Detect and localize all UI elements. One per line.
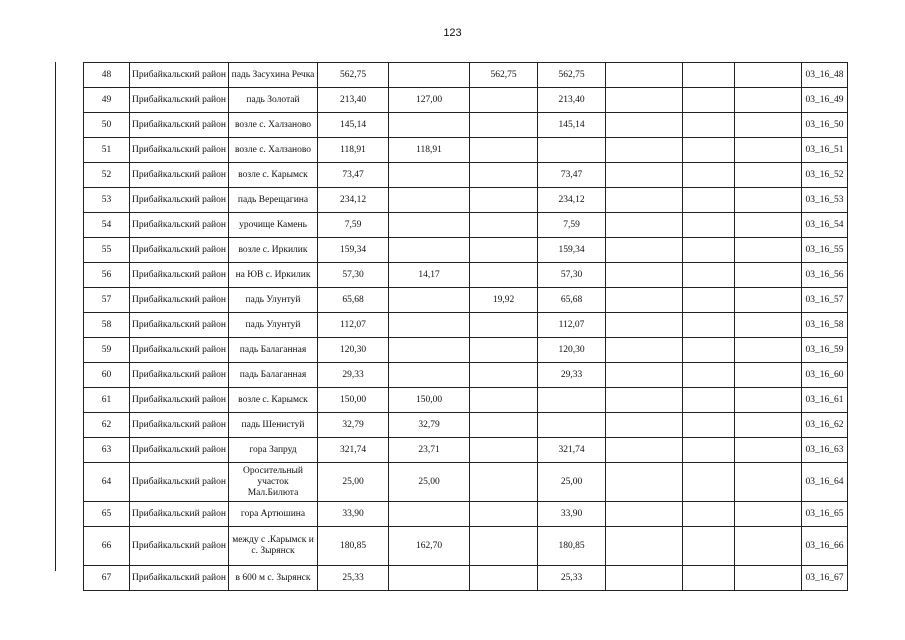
area-total: 234,12 [318, 188, 389, 213]
area-col-3 [470, 463, 538, 502]
location-name: возле с. Иркилик [229, 238, 318, 263]
table-row [84, 213, 848, 238]
region-name: Прибайкальский район [130, 338, 229, 363]
area-total: 180,85 [318, 527, 389, 566]
empty-col-2 [683, 502, 735, 527]
area-col-4: 65,68 [538, 288, 606, 313]
location-name: гора Запруд [229, 438, 318, 463]
empty-col-1 [606, 113, 683, 138]
empty-col-2 [683, 363, 735, 388]
area-col-3 [470, 213, 538, 238]
area-col-4: 145,14 [538, 113, 606, 138]
area-col-2: 127,00 [389, 88, 470, 113]
empty-col-1 [606, 163, 683, 188]
area-col-2: 118,91 [389, 138, 470, 163]
area-col-4: 562,75 [538, 63, 606, 88]
table-row [84, 413, 848, 438]
region-name: Прибайкальский район [130, 363, 229, 388]
region-name: Прибайкальский район [130, 138, 229, 163]
page-number: 123 [443, 27, 462, 39]
row-number: 58 [84, 313, 130, 338]
area-col-4: 180,85 [538, 527, 606, 566]
empty-col-3 [735, 338, 802, 363]
area-col-2 [389, 163, 470, 188]
area-col-3 [470, 438, 538, 463]
area-total: 32,79 [318, 413, 389, 438]
area-col-4 [538, 138, 606, 163]
area-col-3 [470, 502, 538, 527]
table-row [84, 138, 848, 163]
region-name: Прибайкальский район [130, 63, 229, 88]
area-total: 65,68 [318, 288, 389, 313]
region-name: Прибайкальский район [130, 238, 229, 263]
site-code: 03_16_50 [802, 113, 848, 138]
table-row [84, 63, 848, 88]
empty-col-3 [735, 288, 802, 313]
table-row [84, 502, 848, 527]
site-code: 03_16_52 [802, 163, 848, 188]
area-col-3: 562,75 [470, 63, 538, 88]
region-name: Прибайкальский район [130, 113, 229, 138]
empty-col-1 [606, 63, 683, 88]
location-name: падь Засухина Речка [229, 63, 318, 88]
location-name: урочище Камень [229, 213, 318, 238]
area-total: 29,33 [318, 363, 389, 388]
empty-col-3 [735, 527, 802, 566]
area-col-3 [470, 413, 538, 438]
table-row [84, 566, 848, 591]
left-margin-rule [55, 62, 56, 571]
region-name: Прибайкальский район [130, 263, 229, 288]
table-row [84, 88, 848, 113]
area-total: 25,33 [318, 566, 389, 591]
area-total: 213,40 [318, 88, 389, 113]
location-name: на ЮВ с. Иркилик [229, 263, 318, 288]
area-col-2 [389, 313, 470, 338]
location-name: Оросительный участок Мал.Билюта [229, 463, 318, 502]
location-name: падь Улунтуй [229, 288, 318, 313]
area-col-4: 73,47 [538, 163, 606, 188]
site-code: 03_16_60 [802, 363, 848, 388]
row-number: 57 [84, 288, 130, 313]
empty-col-2 [683, 527, 735, 566]
empty-col-2 [683, 88, 735, 113]
area-total: 150,00 [318, 388, 389, 413]
site-code: 03_16_61 [802, 388, 848, 413]
empty-col-3 [735, 438, 802, 463]
location-name: возле с. Халзаново [229, 138, 318, 163]
area-total: 57,30 [318, 263, 389, 288]
table-row [84, 188, 848, 213]
row-number: 63 [84, 438, 130, 463]
row-number: 49 [84, 88, 130, 113]
table-row [84, 338, 848, 363]
area-col-3 [470, 88, 538, 113]
empty-col-2 [683, 138, 735, 163]
empty-col-1 [606, 188, 683, 213]
table-row [84, 438, 848, 463]
area-col-4 [538, 413, 606, 438]
area-total: 73,47 [318, 163, 389, 188]
area-col-4: 213,40 [538, 88, 606, 113]
area-col-3 [470, 388, 538, 413]
row-number: 54 [84, 213, 130, 238]
region-name: Прибайкальский район [130, 188, 229, 213]
area-total: 118,91 [318, 138, 389, 163]
empty-col-3 [735, 388, 802, 413]
area-col-4: 321,74 [538, 438, 606, 463]
area-total: 33,90 [318, 502, 389, 527]
empty-col-3 [735, 188, 802, 213]
location-name: падь Балаганная [229, 338, 318, 363]
area-col-4: 25,33 [538, 566, 606, 591]
area-col-4: 234,12 [538, 188, 606, 213]
row-number: 52 [84, 163, 130, 188]
area-total: 321,74 [318, 438, 389, 463]
area-total: 159,34 [318, 238, 389, 263]
location-name: падь Балаганная [229, 363, 318, 388]
table-row [84, 288, 848, 313]
region-name: Прибайкальский район [130, 313, 229, 338]
empty-col-3 [735, 463, 802, 502]
area-col-2 [389, 363, 470, 388]
empty-col-3 [735, 502, 802, 527]
area-total: 25,00 [318, 463, 389, 502]
row-number: 55 [84, 238, 130, 263]
empty-col-2 [683, 113, 735, 138]
region-name: Прибайкальский район [130, 288, 229, 313]
site-code: 03_16_51 [802, 138, 848, 163]
area-col-3: 19,92 [470, 288, 538, 313]
area-col-3 [470, 163, 538, 188]
row-number: 50 [84, 113, 130, 138]
site-code: 03_16_59 [802, 338, 848, 363]
area-col-4: 120,30 [538, 338, 606, 363]
area-col-3 [470, 313, 538, 338]
empty-col-2 [683, 413, 735, 438]
empty-col-2 [683, 463, 735, 502]
row-number: 48 [84, 63, 130, 88]
location-name: падь Верещагина [229, 188, 318, 213]
area-col-2: 32,79 [389, 413, 470, 438]
table-row [84, 363, 848, 388]
empty-col-2 [683, 313, 735, 338]
table-row [84, 113, 848, 138]
empty-col-1 [606, 438, 683, 463]
region-name: Прибайкальский район [130, 213, 229, 238]
empty-col-2 [683, 188, 735, 213]
empty-col-3 [735, 238, 802, 263]
empty-col-1 [606, 338, 683, 363]
empty-col-2 [683, 438, 735, 463]
region-name: Прибайкальский район [130, 163, 229, 188]
site-code: 03_16_54 [802, 213, 848, 238]
row-number: 65 [84, 502, 130, 527]
empty-col-3 [735, 566, 802, 591]
empty-col-1 [606, 527, 683, 566]
row-number: 61 [84, 388, 130, 413]
area-col-2: 14,17 [389, 263, 470, 288]
row-number: 66 [84, 527, 130, 566]
table-row [84, 163, 848, 188]
empty-col-2 [683, 63, 735, 88]
row-number: 60 [84, 363, 130, 388]
empty-col-2 [683, 566, 735, 591]
empty-col-1 [606, 313, 683, 338]
empty-col-3 [735, 63, 802, 88]
empty-col-2 [683, 163, 735, 188]
area-col-3 [470, 188, 538, 213]
empty-col-3 [735, 263, 802, 288]
empty-col-3 [735, 363, 802, 388]
empty-col-1 [606, 238, 683, 263]
area-col-3 [470, 363, 538, 388]
area-col-4: 29,33 [538, 363, 606, 388]
area-col-3 [470, 566, 538, 591]
area-col-2 [389, 188, 470, 213]
area-col-4: 112,07 [538, 313, 606, 338]
area-col-3 [470, 527, 538, 566]
site-code: 03_16_55 [802, 238, 848, 263]
region-name: Прибайкальский район [130, 463, 229, 502]
area-col-2: 162,70 [389, 527, 470, 566]
empty-col-2 [683, 388, 735, 413]
location-name: в 600 м с. Зырянск [229, 566, 318, 591]
area-col-2: 23,71 [389, 438, 470, 463]
region-name: Прибайкальский район [130, 566, 229, 591]
empty-col-2 [683, 213, 735, 238]
area-total: 145,14 [318, 113, 389, 138]
area-col-4: 159,34 [538, 238, 606, 263]
site-code: 03_16_64 [802, 463, 848, 502]
area-col-4: 57,30 [538, 263, 606, 288]
empty-col-2 [683, 238, 735, 263]
row-number: 56 [84, 263, 130, 288]
empty-col-1 [606, 288, 683, 313]
location-name: возле с. Карымск [229, 388, 318, 413]
region-name: Прибайкальский район [130, 527, 229, 566]
site-code: 03_16_62 [802, 413, 848, 438]
location-name: между с .Карымск и с. Зырянск [229, 527, 318, 566]
table-row [84, 313, 848, 338]
empty-col-3 [735, 163, 802, 188]
area-col-4 [538, 388, 606, 413]
region-name: Прибайкальский район [130, 388, 229, 413]
area-col-2 [389, 566, 470, 591]
site-code: 03_16_58 [802, 313, 848, 338]
area-col-4: 33,90 [538, 502, 606, 527]
row-number: 59 [84, 338, 130, 363]
area-col-3 [470, 138, 538, 163]
empty-col-1 [606, 502, 683, 527]
empty-col-3 [735, 413, 802, 438]
empty-col-3 [735, 313, 802, 338]
empty-col-3 [735, 138, 802, 163]
location-name: возле с. Халзаново [229, 113, 318, 138]
area-col-3 [470, 238, 538, 263]
empty-col-3 [735, 113, 802, 138]
table-row [84, 238, 848, 263]
site-code: 03_16_49 [802, 88, 848, 113]
empty-col-2 [683, 263, 735, 288]
site-code: 03_16_65 [802, 502, 848, 527]
empty-col-1 [606, 463, 683, 502]
empty-col-3 [735, 213, 802, 238]
location-name: падь Шенистуй [229, 413, 318, 438]
empty-col-1 [606, 388, 683, 413]
area-col-2 [389, 238, 470, 263]
empty-col-1 [606, 363, 683, 388]
region-name: Прибайкальский район [130, 413, 229, 438]
table-row [84, 388, 848, 413]
area-col-2: 150,00 [389, 388, 470, 413]
empty-col-1 [606, 213, 683, 238]
empty-col-1 [606, 138, 683, 163]
region-name: Прибайкальский район [130, 438, 229, 463]
area-col-2 [389, 63, 470, 88]
area-col-4: 7,59 [538, 213, 606, 238]
area-col-3 [470, 113, 538, 138]
table-row [84, 463, 848, 502]
row-number: 64 [84, 463, 130, 502]
site-code: 03_16_48 [802, 63, 848, 88]
area-col-2 [389, 338, 470, 363]
table-row [84, 263, 848, 288]
area-col-2 [389, 113, 470, 138]
site-code: 03_16_63 [802, 438, 848, 463]
area-col-2 [389, 213, 470, 238]
location-name: возле с. Карымск [229, 163, 318, 188]
location-name: падь Улунтуй [229, 313, 318, 338]
location-name: гора Артюшина [229, 502, 318, 527]
empty-col-1 [606, 413, 683, 438]
location-name: падь Золотай [229, 88, 318, 113]
area-col-2: 25,00 [389, 463, 470, 502]
row-number: 67 [84, 566, 130, 591]
empty-col-2 [683, 288, 735, 313]
area-total: 112,07 [318, 313, 389, 338]
row-number: 62 [84, 413, 130, 438]
site-code: 03_16_57 [802, 288, 848, 313]
row-number: 53 [84, 188, 130, 213]
area-total: 7,59 [318, 213, 389, 238]
registry-table [83, 62, 848, 591]
registry-table-body [84, 63, 848, 591]
area-col-3 [470, 338, 538, 363]
row-number: 51 [84, 138, 130, 163]
empty-col-2 [683, 338, 735, 363]
empty-col-1 [606, 566, 683, 591]
site-code: 03_16_53 [802, 188, 848, 213]
empty-col-1 [606, 88, 683, 113]
site-code: 03_16_56 [802, 263, 848, 288]
site-code: 03_16_66 [802, 527, 848, 566]
region-name: Прибайкальский район [130, 88, 229, 113]
empty-col-3 [735, 88, 802, 113]
empty-col-1 [606, 263, 683, 288]
area-col-4: 25,00 [538, 463, 606, 502]
area-col-3 [470, 263, 538, 288]
table-row [84, 527, 848, 566]
area-total: 120,30 [318, 338, 389, 363]
area-total: 562,75 [318, 63, 389, 88]
region-name: Прибайкальский район [130, 502, 229, 527]
site-code: 03_16_67 [802, 566, 848, 591]
area-col-2 [389, 502, 470, 527]
area-col-2 [389, 288, 470, 313]
